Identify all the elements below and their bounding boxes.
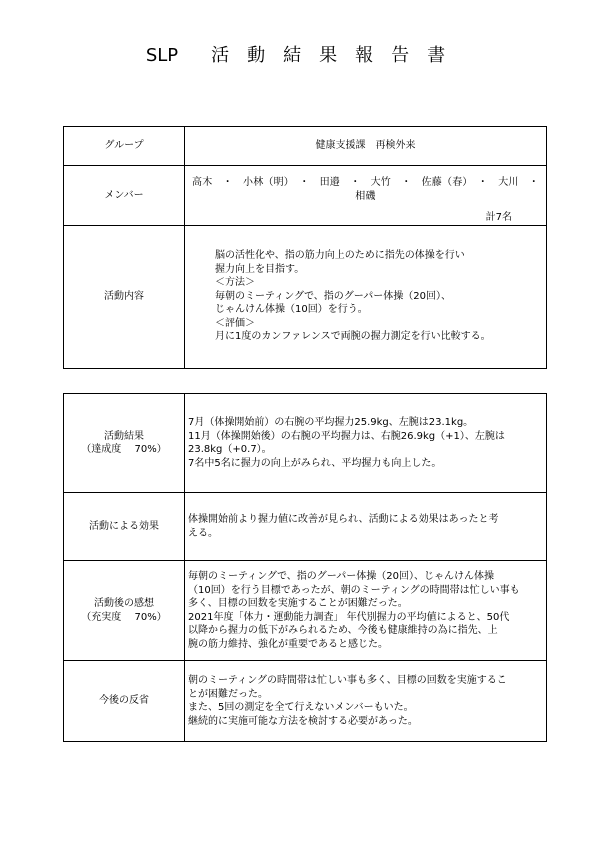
title-char: 結 <box>283 45 302 66</box>
title-char: 告 <box>391 45 410 66</box>
activity-line: 脳の活性化や、指の筋力向上のために指先の体操を行い <box>215 250 465 262</box>
activity-line: 月に1度のカンファレンスで両腕の握力測定を行い比較する。 <box>215 331 491 343</box>
title-char: 報 <box>355 45 374 66</box>
group-label: グループ <box>64 127 185 166</box>
thoughts-row <box>64 561 547 661</box>
effect-label: 活動による効果 <box>64 493 185 561</box>
group-row <box>64 127 547 166</box>
thoughts-line: 2021年度「体力・運動能力調査」 年代別握力の平均値によると、50代 <box>188 611 510 623</box>
activity-row <box>64 225 547 368</box>
result-label: 活動結果 <box>104 430 144 442</box>
result-content <box>185 394 547 493</box>
thoughts-label-cell <box>64 561 185 661</box>
activity-line: 握力向上を目指す。 <box>215 263 305 275</box>
document-title <box>0 41 600 67</box>
thoughts-line: 毎朝のミーティングで、指のグーパー体操（20回）、じゃんけん体操 <box>188 571 495 582</box>
activity-content <box>185 225 547 368</box>
thoughts-fulfillment: （充実度 70%） <box>81 611 167 623</box>
reflection-line: とが困難だった。 <box>188 688 268 700</box>
title-char: 書 <box>427 45 446 66</box>
effect-row <box>64 493 547 561</box>
activity-line: 毎朝のミーティングで、指のグーパー体操（20回）、 <box>215 290 452 302</box>
result-row <box>64 394 547 493</box>
activity-line: じゃんけん体操（10回）を行う。 <box>215 304 368 316</box>
thoughts-label: 活動後の感想 <box>94 598 154 609</box>
thoughts-line: 腕の筋力維持、強化が重要であると感じた。 <box>188 638 388 650</box>
reflection-line: 継続的に実施可能な方法を検討する必要があった。 <box>188 715 418 727</box>
reflection-line: また、5回の測定を全て行えないメンバーもいた。 <box>188 702 414 713</box>
members-cell <box>185 166 550 226</box>
members-row <box>64 166 547 226</box>
result-label-cell <box>64 394 185 493</box>
reflection-row <box>64 661 547 742</box>
thoughts-line: 以降から握力の低下がみられるため、今後も健康維持の為に指先、上 <box>188 625 498 636</box>
reflection-content <box>185 661 547 742</box>
members-count: 計7名 <box>485 212 512 223</box>
overview-table <box>63 126 550 369</box>
result-line: 7月（体操開始前）の右腕の平均握力25.9kg、左腕は23.1kg。 <box>188 417 474 428</box>
activity-label: 活動内容 <box>64 225 185 368</box>
result-line: 23.8kg（+0.7）。 <box>188 444 272 455</box>
title-char: 活 <box>211 45 230 66</box>
result-achievement: （達成度 70%） <box>81 444 167 455</box>
group-value: 健康支援課 再検外来 <box>185 127 547 166</box>
result-line: 7名中5名に握力の向上がみられ、平均握力も向上した。 <box>188 457 442 469</box>
title-latin: SLP <box>145 45 179 66</box>
thoughts-line: 多く、目標の回数を実施することが困難だった。 <box>188 598 408 609</box>
thoughts-content <box>185 561 547 661</box>
reflection-label: 今後の反省 <box>64 661 185 742</box>
thoughts-line: （10回）を行う目標であったが、朝のミーティングの時間帯は忙しい事も <box>188 584 520 596</box>
results-table <box>63 393 547 742</box>
result-line: 11月（体操開始後）の右腕の平均握力は、右腕26.9kg（+1）、左腕は <box>188 430 505 442</box>
effect-line: 体操開始前より握力値に改善が見られ、活動による効果はあったと考 <box>188 514 499 525</box>
members-label: メンバー <box>64 166 185 226</box>
activity-line: ＜評価＞ <box>215 317 255 329</box>
title-char: 果 <box>319 45 338 66</box>
activity-line: ＜方法＞ <box>215 277 255 289</box>
effect-content <box>185 493 547 561</box>
members-names: 高木 ・ 小林（明） ・ 田邉 ・ 大竹 ・ 佐藤（春） ・ 大川 ・ 相磯 <box>192 177 550 202</box>
reflection-line: 朝のミーティングの時間帯は忙しい事も多く、目標の回数を実施するこ <box>188 675 507 686</box>
title-char: 動 <box>247 45 266 66</box>
effect-line: える。 <box>188 527 218 539</box>
